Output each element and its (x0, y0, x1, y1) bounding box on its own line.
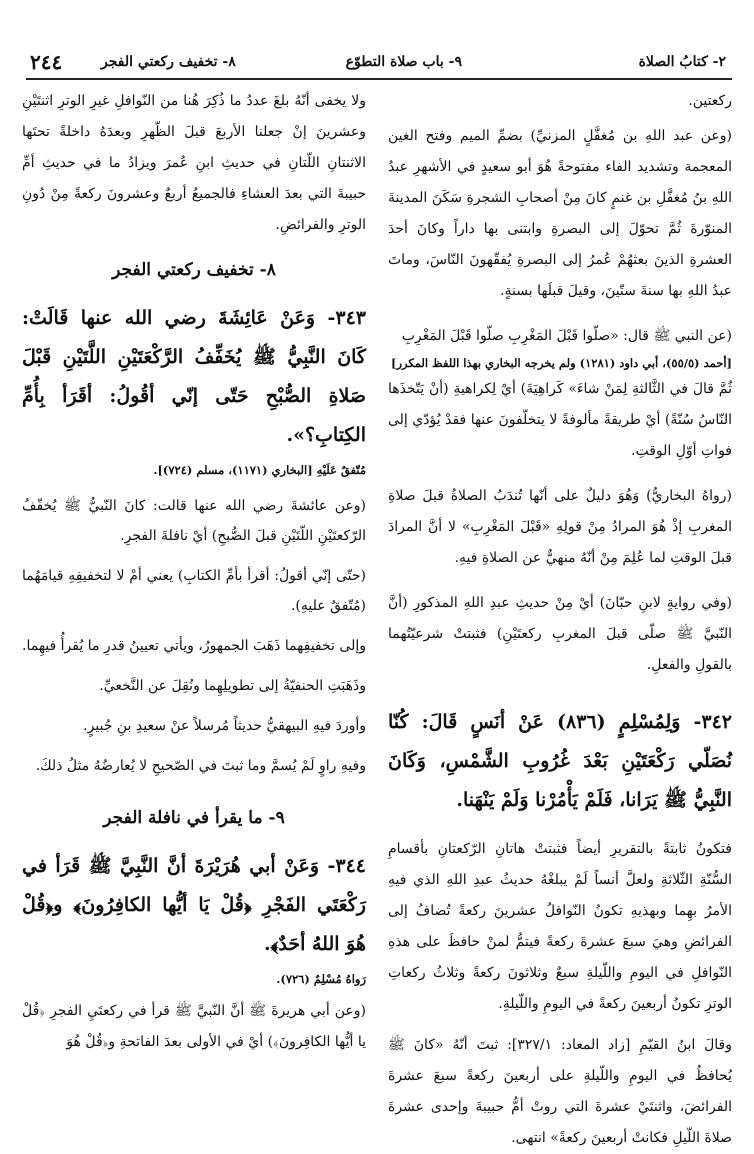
header-divider (26, 78, 732, 80)
paragraph: وإلى تخفيفِهما ذَهَبَ الجمهورُ، ويأتي تعيينُ قدرِ ما يُقرأُ فيهِما. (22, 638, 366, 654)
paragraph: (وعن عائشةَ رضي الله عنها قالت: كانَ النّبيُّ ﷺ يُخفّفُ الرّكعتَيْنِ اللّتَيْنِ قبلَ الصُّبحِ) أيْ نافلةَ الفجرِ. (22, 498, 366, 544)
hadith-342: ٣٤٢- وَلِمُسْلِمٍ (٨٣٦) عَنْ أنَسٍ قَالَ: كُنّا نُصَلّي رَكْعَتَيْنِ بَعْدَ غُرُوبِ الشَّمْسِ، وَكَانَ النَّبِيُّ ﷺ يَرَانا، فَلَمْ يَأْمُرْنا وَلَمْ يَنْهَنا. (388, 711, 732, 811)
hadith-344: ٣٤٤- وَعَنْ أبي هُرَيْرَةَ أنَّ النَّبِيَّ ﷺ قَرَأ في رَكْعَتَي الفَجْرِ ﴿قُلْ يَا أيُّها الكافِرُونَ﴾ و﴿قُلْ هُوَ اللهُ أحَدٌ﴾. (22, 855, 366, 955)
header-book-title: ٢- كتابُ الصلاة (638, 54, 726, 70)
paragraph: ولا يخفى أنّهُ بلغَ عددُ ما ذُكِرَ هُنا من النّوافلِ غيرِ الوترِ اثنتَيْنِ وعشرينَ إنْ جعلنا الأربعَ قبلَ الظّهرِ وبعدَهُ داخلةً تحتَها الاثنتانِ اللّتانِ في حديثِ ابنِ عُمرَ ويزادُ ما في حديثِ أمِّ حبيبةَ التي بعدَ العشاءِ فالجميعُ أربعٌ وعشرونَ ركعةً مِنْ دُونِ الوترِ والفرائضِ. (22, 93, 366, 233)
paragraph: (عن النبي ﷺ قال: «صلّوا قَبْلَ المَغْرِبِ صلّوا قَبْلَ المَغْرِبِ (401, 328, 732, 344)
left-column (22, 86, 366, 1058)
paragraph: وذَهَبَتِ الحنفيّةُ إلى تطويلِهِما ونُقِلَ عن النَّخعيِّ. (99, 678, 366, 694)
hadith-343: ٣٤٣- وَعَنْ عَائِشَةَ رضي الله عنها قَالَتْ: كَانَ النَّبِيُّ ﷺ يُخَفِّفُ الرَّكْعَتَيْنِ اللَّتَيْنِ قَبْلَ صَلاةِ الصُّبْحِ حَتّى إنّي أقُولُ: أقَرَأ بِأُمِّ الكِتابِ؟». (22, 307, 366, 446)
page-number: ٢٤٤ (30, 50, 63, 74)
paragraph: (رواهُ البخاريُّ) وَهُوَ دليلٌ على أنّها تُندَبُ الصلاةُ قبلَ صلاةِ المغربِ إذْ هُوَ المرادُ مِنْ قولِهِ «قَبْلَ المَغْرِبِ» لا أنَّ المرادَ قبلَ الوقتِ لما عُلِمَ مِنْ أنّهُ منهيٌّ عن الصلاةِ فيهِ. (388, 488, 732, 566)
paragraph: وأوردَ فيهِ البيهقيُّ حديثاً مُرسلاً عنْ سعيدِ بنِ جُبيرٍ. (83, 718, 366, 734)
header-chapter-title: ٩- باب صلاة التطوّع (345, 54, 462, 70)
source-citation: رَواهُ مُسْلِمٌ (٧٢٦). (276, 972, 366, 986)
source-citation: مُتّفقٌ عَلَيْهِ [البخاري (١١٧١)، مسلم (٧٢٤)]. (153, 463, 366, 477)
header-section-title: ٨- تخفيف ركعتي الفجر (101, 54, 236, 70)
paragraph: فتكونُ ثابتةً بالتقريرِ أيضاً فثبتتْ هاتانِ الرّكعتانِ بأقسامِ السُّنّةِ الثّلاثةِ ولعلَّ أنساً لَمْ يبلغْهُ حديثُ عبدِ اللهِ الذي فيهِ الأمرُ بهِما وبهذيهِ تكونُ النّوافلُ عشرينَ ركعةً تُضافُ إلى الفرائضِ وهيَ سبعَ عشرةَ ركعةً فيتمُّ لمنْ حافظَ على هذهِ النّوافلِ في اليومِ واللّيلةِ سبعٌ وثلاثونَ ركعةً وثلاثُ ركعاتِ الوترِ تكونُ أربعينَ ركعةً في اليومِ واللّيلةِ. (388, 841, 732, 1012)
section-heading: ٨- تخفيف ركعتي الفجر (112, 260, 276, 280)
paragraph: (حتّى إنّي أقولُ: أقرأ بأمِّ الكتابِ) يعني أمْ لا لتخفيفِهِ قيامَهُما (مُتّفقٌ عليهِ). (22, 568, 366, 614)
paragraph: وفيهِ راوٍ لَمْ يُسمَّ وما ثبتَ في الصّحيحِ لا يُعارضُهُ مثلُ ذلكَ. (35, 758, 366, 774)
paragraph: (وفي روايةٍ لابنِ حبّانَ) أيْ مِنْ حديثِ عبدِ اللهِ المذكورِ (أنَّ النّبيَّ ﷺ صلّى قبلَ المغربِ ركعتَيْنِ) فثبتتْ شرعيّتُهما بالقولِ والفعلِ. (388, 595, 732, 673)
paragraph: وقالَ ابنُ القيّمِ [زاد المعاد: ٣٢٧/١]: ثبتَ أنّهُ «كانَ ﷺ يُحافظُ في اليومِ واللّيلةِ على أربعينَ ركعةً سبعَ عشرةَ الفرائضَ، واثنتَيْ عشرةَ التي روتْ أمُّ حبيبةَ وإحدى عشرةَ صلاةَ اللّيلِ فكانتْ أربعينَ ركعةً» انتهى. (388, 1037, 732, 1146)
paragraph: ثُمَّ قالَ في الثَّالثةِ لِمَنْ شاءَ» كَراهِيَةَ) أيْ لِكراهيةِ (أنْ يَتّخذَها النّاسُ سُنّةً) أيْ طريقةً مألوفةً لا يتخلّفونَ عنها فقدْ يُؤدّي إلى فواتِ أوّلِ الوقتِ. (388, 381, 732, 459)
paragraph: (وعن أبي هريرةَ ﷺ أنَّ النّبيَّ ﷺ قرأ في ركعتَيِ الفجرِ ﴿قُلْ يا أيُّها الكافِرونَ﴾) أيْ في الأولى بعدَ الفاتحةِ و﴿قُلْ هُوَ (22, 1003, 366, 1050)
source-citation: [أحمد (٥٥/٥)، أبي داود (١٢٨١) ولم يخرجه البخاري بهذا اللفظ المكرر] (391, 356, 732, 370)
paragraph: ركعتين. (688, 93, 732, 109)
right-column (388, 86, 732, 1154)
section-heading: ٩- ما يقرأ في نافلة الفجر (103, 808, 285, 828)
paragraph: (وعن عبد اللهِ بن مُغفَّلٍ المزنيِّ) بضمِّ الميم وفتح الغين المعجمة وتشديد الفاء مفتوحةً هُوَ أبو سعيدٍ في الأشهرِ عبدُ اللهِ بنُ مُغفَّلِ بن غنمٍ كانَ مِنْ أصحابِ الشجرةِ سَكَنَ المدينةَ المنوّرةَ ثُمَّ تحوّلَ إلى البصرةِ وابتنى بها داراً وكانَ أحدَ العشرةِ الذينَ بعثهُمْ عُمرُ إلى البصرةِ يُفقّهونَ النّاسَ، وماتَ عبدُ اللهِ بها سنةَ ستّينَ، وقيلَ قبلَها بسنةٍ. (388, 128, 732, 299)
running-header (26, 50, 732, 76)
